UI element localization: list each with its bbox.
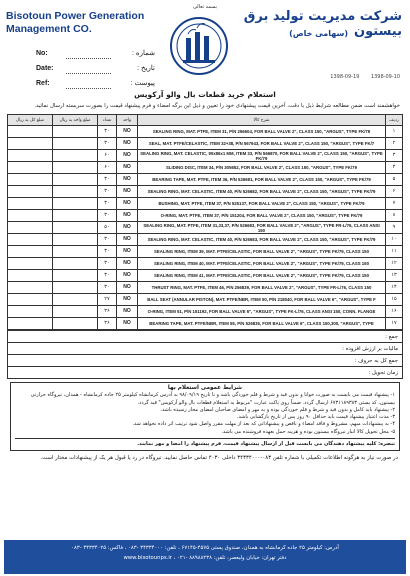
table-row: [8, 126, 403, 138]
company-name-fa: شرکت مدیریت تولید برق بیستون: [243, 9, 402, 39]
closing-paragraph: در صورت نیاز به هرگونه اطلاعات تکمیلی با شماره تلفن ۰۸۳-۳۴۳۳۴۰۰۰ داخلی ۴۰۳۰ تماس حاصل نمایید. نیروگاه در رد یا قبول هر یک از پیشنهادات مختار است.: [40, 455, 398, 462]
summary-row-grand-total: [8, 355, 403, 367]
total-price-cell: [8, 198, 53, 210]
description-cell: SEALING RING, MAT. CELASTIC, ITEM 40, P/N 526682, FOR BALL VALVE 2", CLASS 150, "ARGUS", TYPE FK/79: [138, 186, 386, 198]
ref-label-en: Ref:: [36, 80, 50, 87]
col-unit-price: مبلغ واحد به ریال: [53, 115, 98, 126]
unit-price-cell: [53, 150, 98, 162]
total-price-cell: [8, 150, 53, 162]
unit-price-cell: [53, 318, 98, 330]
row-number-cell: ۱۲: [386, 258, 403, 270]
unit-price-cell: [53, 138, 98, 150]
row-number-cell: ۳: [386, 150, 403, 162]
vat-label: مالیات بر ارزش افزوده :: [8, 343, 403, 355]
company-name-en: Bisotoun Power Generation Management CO.: [6, 10, 145, 35]
qty-cell: ۳۰: [98, 270, 117, 282]
table-row: [8, 282, 403, 294]
date-label-en: Date:: [36, 65, 54, 72]
table-row: [8, 162, 403, 174]
row-number-cell: ۵: [386, 174, 403, 186]
row-number-cell: ۱۶: [386, 306, 403, 318]
description-cell: SEALING RING, ITEM 40, MAT. PTFE/CELASTIC, FOR BALL VALVE 2", "ARGUS", TYPE FK/79, CLASS 150: [138, 258, 386, 270]
table-row: [8, 222, 403, 234]
description-cell: SLIDING DISC, ITEM 34, P/N 305652, FOR BALL VALVE 2", CLASS 150, "ARGUS", TYPE FK/79: [138, 162, 386, 174]
unit-price-cell: [53, 174, 98, 186]
unit-cell: NO: [117, 126, 138, 138]
description-cell: SEALING RING, ITEM 41, MAT. PTFE/CELASTIC, FOR BALL VALVE 2", "ARGUS", TYPE FK/79, CLASS 150: [138, 270, 386, 282]
description-cell: SEALING RING, ITEM 39, MAT. PTFE/CELASTIC, FOR BALL VALVE 2", "ARGUS", TYPE FK/79, CLASS 150: [138, 246, 386, 258]
qty-cell: ۳۰: [98, 258, 117, 270]
letter-page: [4, 2, 406, 574]
condition-item: ۱- پیشنهاد قیمت می بایست به صورت خوانا و بدون قید و شرط و قلم خوردگی باشد و تا تاریخ ۹۸/۰۹/۱۹ به آدرس کرمانشاه کیلومتر ۲۵ جاده کرمانشاه - همدان، نیروگاه حرارتی بیستون، کد پستی ۶۷۳۱۱۸۹۳۸۳ ارسال گردد. ضمناً روی پاکت عبارت "مربوط به استعلام قطعات بال والو آرکویس" قید گردد.: [30, 392, 395, 406]
description-cell: SEALING RING, MAT. CELASTIC, ITEM 40, P/N 526683, FOR BALL VALVE 2", CLASS 150, "ARGUS", TYPE FK/79: [138, 234, 386, 246]
unit-cell: NO: [117, 282, 138, 294]
unit-cell: NO: [117, 174, 138, 186]
qty-cell: ۳۰: [98, 282, 117, 294]
summary-row-total: [8, 331, 403, 343]
table-row: [8, 234, 403, 246]
row-number-cell: ۴: [386, 162, 403, 174]
row-number-cell: ۲: [386, 138, 403, 150]
unit-cell: NO: [117, 162, 138, 174]
col-unit: واحد: [117, 115, 138, 126]
number-field-line: [66, 58, 111, 59]
description-cell: SEALING RING, MAT. PTFE, ITEM 31, P/N 256604, FOR BALL VALVE 2", CLASS 150, "ARGUS", TYPE FK/79: [138, 126, 386, 138]
summary-row-delivery: [8, 367, 403, 379]
unit-price-cell: [53, 270, 98, 282]
description-cell: O-RING, ITEM 51, P/N 151192, FOR BALL VALVE 6", "ARGUS", TYPE FK-L/76, CLASS ANSI 150, CONN. FLANGE: [138, 306, 386, 318]
row-number-cell: ۱۴: [386, 282, 403, 294]
table-row: [8, 150, 403, 162]
col-desc: شرح کالا: [138, 115, 386, 126]
unit-cell: NO: [117, 186, 138, 198]
condition-item: ۲- پیشنهاد باید کامل و بدون قید و شرط و قلم خوردگی بوده و به مهر و امضای صاحبان امضای مجاز رسیده باشد.: [160, 406, 395, 413]
footer-bar: [4, 540, 406, 574]
qty-cell: ۳۶: [98, 318, 117, 330]
ref-label-fa: پیوست :: [130, 80, 155, 87]
unit-price-cell: [53, 210, 98, 222]
description-cell: SEALING RING, MAT. CELASTIC, 90x86x1 MM, ITEM 33, P/N 566870, FOR BALL VALVE 2", CLASS 150, "ARGUS", TYPE FK/79: [138, 150, 386, 162]
table-row: [8, 186, 403, 198]
total-price-cell: [8, 246, 53, 258]
description-cell: BUSHING, MAT. PTFE, ITEM 37, P/N 525137, FOR BALL VALVE 2", CLASS 150, "ARGUS", TYPE FK/79: [138, 198, 386, 210]
table-row: [8, 138, 403, 150]
document-title: استعلام خرید قطعات بال والو آرکویس: [134, 90, 276, 99]
total-price-cell: [8, 138, 53, 150]
date-stamp-2: 1398-09-10: [370, 74, 400, 80]
description-cell: SEALING RING, MAT. PTFE, ITEM 31,33,37, P/N 526683, FOR BALL VALVE 2", "ARGUS", TYPE FR-L/76, CLASS ANSI 150: [138, 222, 386, 234]
total-price-cell: [8, 270, 53, 282]
col-qty: تعداد: [98, 115, 117, 126]
items-table-header-row: [8, 115, 403, 126]
conditions-notice: تبصره: کلیه پیشنهاد دهندگان می بایست قبل از ارسال پیشنهاد قیمت، فرم پیشنهاد را امضا و مهر نمایند.: [15, 438, 395, 448]
table-row: [8, 246, 403, 258]
unit-price-cell: [53, 258, 98, 270]
row-number-cell: ۱: [386, 126, 403, 138]
summary-table: [7, 330, 403, 379]
table-row: [8, 258, 403, 270]
total-price-cell: [8, 186, 53, 198]
col-total-price: مبلغ کل به ریال: [8, 115, 53, 126]
meta-row-date: [6, 63, 161, 78]
condition-item: ۳- مدت اعتبار پیشنهاد قیمت باید حداقل ۹۰ روز پس از تاریخ بازگشایی باشد.: [236, 414, 395, 421]
ref-field-line: [66, 88, 111, 89]
qty-cell: ۲۷: [98, 294, 117, 306]
unit-cell: NO: [117, 210, 138, 222]
date-label-fa: تاریخ :: [137, 65, 155, 72]
unit-cell: NO: [117, 150, 138, 162]
table-row: [8, 270, 403, 282]
letterhead: [4, 2, 406, 102]
row-number-cell: ۱۳: [386, 270, 403, 282]
items-table-body: [8, 126, 403, 330]
table-row: [8, 294, 403, 306]
unit-cell: NO: [117, 222, 138, 234]
total-price-cell: [8, 162, 53, 174]
reference-block: [6, 48, 161, 93]
condition-item: ۴- به پیشنهادات مبهم، مشروط و فاقد امضاء و ناقص و پیشنهاداتی که بعد از مهلت مقرر واصل شود ترتیب اثر داده نخواهد شد.: [132, 421, 395, 428]
total-price-cell: [8, 222, 53, 234]
delivery-label: زمان تحویل :: [8, 367, 403, 379]
row-number-cell: ۷: [386, 198, 403, 210]
total-price-cell: [8, 318, 53, 330]
row-number-cell: ۱۵: [386, 294, 403, 306]
total-price-cell: [8, 282, 53, 294]
unit-price-cell: [53, 198, 98, 210]
unit-cell: NO: [117, 306, 138, 318]
qty-cell: ۳۰: [98, 198, 117, 210]
footer-address: آدرس: کیلومتر ۲۵ جاده کرمانشاه به همدان، صندوق پستی ۴۵۷۵-۶۷۱۴۵ ، تلفن: ۳۴۳۳۴۰۰۰ -۰۸۳ ، فاکس: ۳۴۳۳۴۰۲۵ -۰۸۳: [71, 545, 339, 551]
table-row: [8, 210, 403, 222]
total-label: جمع :: [8, 331, 403, 343]
number-label-fa: شماره :: [132, 50, 155, 57]
date-stamp-1: 1398-09-19: [330, 74, 360, 80]
qty-cell: ۳۶: [98, 306, 117, 318]
description-cell: BEARING TAPE, MAT. PTFE, ITEM 36, P/N 526681, FOR BALL VALVE 2", CLASS 150, "ARGUS", TYPE FK/79: [138, 174, 386, 186]
intro-paragraph: خواهشمند است ضمن مطالعه شرایط ذیل با دقت، آخرین قیمت پیشنهادی خود را تعیین و ذیل این برگه امضاء و فرم پیشنهاد قیمت را بصورت سربسته ارسال نمائید.: [34, 103, 400, 109]
unit-cell: NO: [117, 270, 138, 282]
unit-cell: NO: [117, 234, 138, 246]
description-cell: BALL SEAT (ANNULAR PISTON), MAT. PTFE/NBR, ITEM 50, P/N 218040, FOR BALL VALVE 6", "ARGUS", TYPE F: [138, 294, 386, 306]
number-label-en: No:: [36, 50, 48, 57]
meta-row-number: [6, 48, 161, 63]
company-logo-icon: [164, 14, 234, 78]
bismillah-text: بسمه تعالی: [192, 4, 218, 10]
unit-price-cell: [53, 186, 98, 198]
total-price-cell: [8, 258, 53, 270]
table-row: [8, 198, 403, 210]
table-row: [8, 174, 403, 186]
condition-item: ۵- محل تحویل کالا انبار نیروگاه بیستون بوده و هزینه حمل بعهده فروشنده می باشد.: [221, 428, 395, 435]
row-number-cell: ۱۰: [386, 234, 403, 246]
qty-cell: ۳۰: [98, 186, 117, 198]
company-type-fa: (سهامی خاص): [289, 29, 348, 38]
qty-cell: ۳۰: [98, 174, 117, 186]
qty-cell: ۶۰: [98, 162, 117, 174]
unit-cell: NO: [117, 294, 138, 306]
qty-cell: ۳۰: [98, 126, 117, 138]
row-number-cell: ۸: [386, 210, 403, 222]
qty-cell: ۳۰: [98, 246, 117, 258]
row-number-cell: ۹: [386, 222, 403, 234]
description-cell: BEARING TAPE, MAT. PTFE/NBR, ITEM 55, P/N 526835, FOR BALL VALVE 6", CLASS 150,300, "ARGUS", TYPE: [138, 318, 386, 330]
unit-price-cell: [53, 126, 98, 138]
unit-price-cell: [53, 234, 98, 246]
items-table: [7, 114, 403, 330]
total-price-cell: [8, 126, 53, 138]
unit-price-cell: [53, 222, 98, 234]
row-number-cell: ۱۱: [386, 246, 403, 258]
footer-contact: دفتر تهران: خیابان ولیعصر، تلفن: ۸۸۹۸۸۲۳۸ -۰۲۱ ، www.bisotounps.ir: [123, 554, 287, 561]
unit-cell: NO: [117, 198, 138, 210]
table-row: [8, 318, 403, 330]
document-dates: [320, 74, 400, 80]
summary-row-vat: [8, 343, 403, 355]
total-price-cell: [8, 294, 53, 306]
description-cell: O-RING, MAT. PTFE, ITEM 37, P/N 151204, FOR BALL VALVE 2", CLASS 150, "ARGUS", TYPE FK/79: [138, 210, 386, 222]
date-field-line: [66, 73, 111, 74]
qty-cell: ۳۰: [98, 234, 117, 246]
unit-price-cell: [53, 162, 98, 174]
unit-price-cell: [53, 282, 98, 294]
row-number-cell: ۶: [386, 186, 403, 198]
unit-cell: NO: [117, 258, 138, 270]
conditions-heading: شرایط عمومی استعلام بها: [167, 385, 243, 391]
description-cell: SEAL, MAT. PTFE/CELASTIC, ITEM 32+38, P/N 567943, FOR BALL VALVE 2", CLASS 150, "ARGUS", TYPE FK/7: [138, 138, 386, 150]
general-conditions: [10, 382, 400, 451]
unit-cell: NO: [117, 246, 138, 258]
qty-cell: ۳۰: [98, 210, 117, 222]
unit-price-cell: [53, 306, 98, 318]
unit-cell: NO: [117, 318, 138, 330]
row-number-cell: ۱۷: [386, 318, 403, 330]
description-cell: THRUST RING, MAT. PTFE, ITEM 46, P/N 256839, FOR BALL VALVE 2", "ARGUS", TYPE FR-L/76, CLASS 150: [138, 282, 386, 294]
total-price-cell: [8, 174, 53, 186]
total-price-cell: [8, 306, 53, 318]
grand-total-label: جمع کل به حروف :: [8, 355, 403, 367]
unit-cell: NO: [117, 138, 138, 150]
qty-cell: ۳۰: [98, 138, 117, 150]
total-price-cell: [8, 234, 53, 246]
table-row: [8, 306, 403, 318]
qty-cell: ۵۰: [98, 222, 117, 234]
qty-cell: ۶۰: [98, 150, 117, 162]
col-row: ردیف: [386, 115, 403, 126]
total-price-cell: [8, 210, 53, 222]
unit-price-cell: [53, 294, 98, 306]
unit-price-cell: [53, 246, 98, 258]
